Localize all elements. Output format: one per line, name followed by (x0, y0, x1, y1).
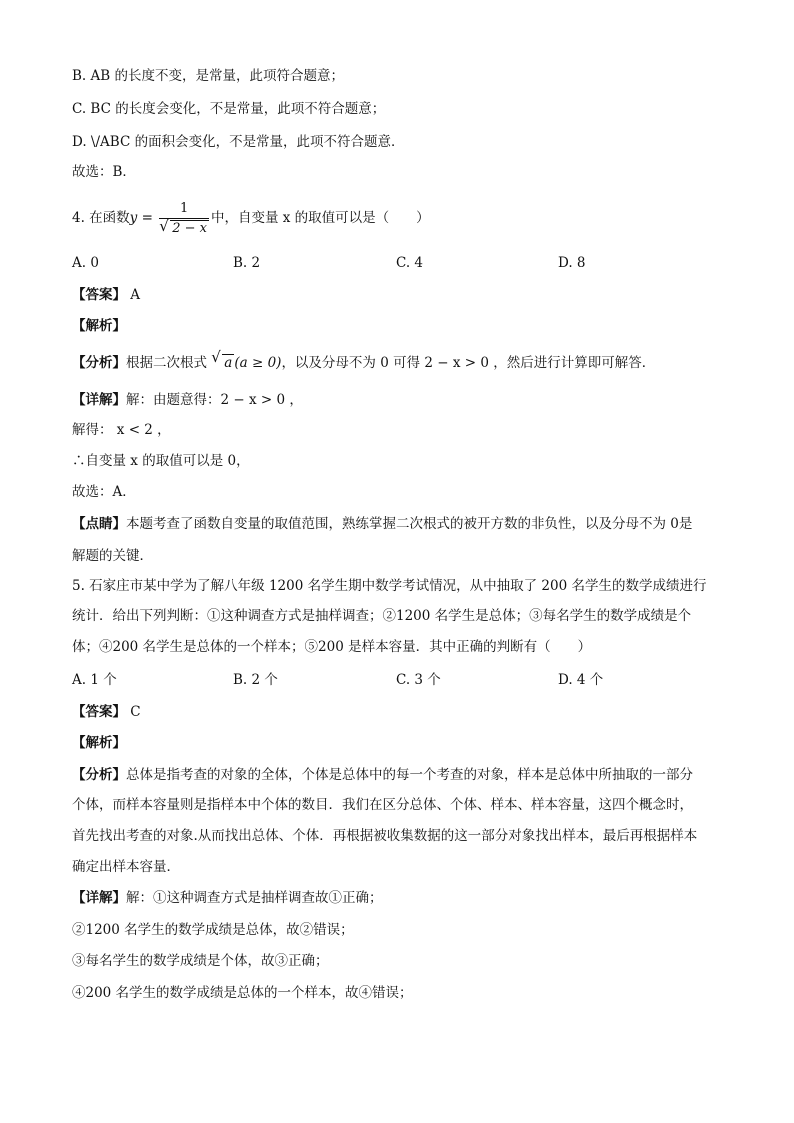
q5-xiangjie-line1: 解：①这种调查方式是抽样调查故①正确； (126, 890, 383, 906)
q5-fenxi-tag: 【分析】 (72, 767, 126, 783)
q4-xiangjie-line3: ∴自变量 x 的取值可以是 0， (72, 453, 250, 469)
q4-analysis-tag: 【解析】 (72, 318, 126, 334)
q4-stem-suffix: 中，自变量 x 的取值可以是（ ） (210, 210, 430, 226)
prev-option-d: D. \/ABC 的面积会变化，不是常量，此项不符合题意． (72, 134, 405, 150)
q5-xiangjie-line2: ②1200 名学生的数学成绩是总体，故②错误； (72, 922, 354, 938)
q5-option-b: B. 2 个 (233, 672, 278, 688)
q5-answer-value: C (130, 704, 141, 720)
prev-option-c: C. BC 的长度会变化，不是常量，此项不符合题意； (72, 101, 386, 117)
q5-answer-tag: 【答案】 (72, 704, 126, 720)
q5-stem-line1: 5. 石家庄市某中学为了解八年级 1200 名学生期中数学考试情况，从中抽取了 200 名学生的数学成绩进行 (72, 578, 707, 594)
radical-sign-icon: √ (159, 217, 169, 235)
q4-fenxi-text-2: ，以及分母不为 0 可得 2 − x > 0 ，然后进行计算即可解答． (281, 355, 656, 371)
q4-fenxi-tag: 【分析】 (72, 355, 126, 371)
q4-fenxi-sqrt (211, 348, 234, 373)
q4-xiangjie-line4: 故选：A． (72, 484, 136, 500)
q5-fenxi-line3: 首先找出考查的对象.从而找出总体、个体．再根据被收集数据的这一部分对象找出样本，最后再根据样本 (72, 828, 698, 844)
q4-fenxi-radicand: a (224, 355, 233, 371)
q4-radicand: 2 − x (172, 221, 207, 236)
q5-fenxi (72, 765, 693, 785)
q4-fenxi (72, 348, 656, 373)
q4-answer-tag: 【答案】 (72, 287, 126, 303)
q4-answer-value: A (130, 287, 141, 303)
q5-fenxi-line4: 确定出样本容量． (72, 859, 180, 875)
q5-analysis-tag: 【解析】 (72, 735, 126, 751)
q5-option-c: C. 3 个 (396, 672, 441, 688)
q5-xiangjie-line3: ③每名学生的数学成绩是个体，故③正确； (72, 953, 329, 969)
q4-xiangjie-line1: 解：由题意得：2 − x > 0 ， (126, 392, 303, 408)
q5-fenxi-line1: 总体是指考查的对象的全体，个体是总体中的每一个考查的对象，样本是总体中所抽取的一部分 (126, 767, 693, 783)
q5-option-a: A. 1 个 (72, 672, 117, 688)
prev-option-b: B. AB 的长度不变，是常量，此项符合题意； (72, 68, 344, 84)
q5-stem-line3: 体；④200 名学生是总体的一个样本；⑤200 是样本容量．其中正确的判断有（ ） (72, 639, 592, 655)
q5-xiangjie (72, 888, 383, 908)
q4-xiangjie-line2: 解得： x < 2 ， (72, 422, 171, 438)
q4-option-d: D. 8 (558, 255, 586, 271)
q5-xiangjie-line4: ④200 名学生的数学成绩是总体的一个样本，故④错误； (72, 985, 413, 1001)
q4-frac-denominator (159, 219, 209, 235)
sqrt-symbol (159, 217, 209, 236)
q5-stem-line2: 统计．给出下列判断：①这种调查方式是抽样调查；②1200 名学生是总体；③每名学生的数学成绩是个 (72, 608, 692, 624)
q4-dianjing-tag: 【点睛】 (72, 516, 126, 532)
q4-dianjing (72, 514, 692, 534)
q4-xiangjie-tag: 【详解】 (72, 392, 126, 408)
q4-xiangjie (72, 390, 303, 410)
q4-stem-prefix: 4. 在函数 (72, 210, 130, 226)
q4-fraction (159, 202, 209, 235)
radical-sign-icon: √ (211, 348, 221, 366)
q4-stem (72, 198, 430, 238)
q4-option-a: A. 0 (72, 255, 99, 271)
q5-fenxi-line2: 个体，而样本容量则是指样本中个体的数目．我们在区分总体、个体、样本、样本容量，这四个概念时， (72, 797, 693, 813)
prev-choice: 故选：B． (72, 164, 136, 180)
q4-func-y: y = (129, 210, 153, 226)
q5-option-d: D. 4 个 (558, 672, 604, 688)
q4-frac-numerator: 1 (159, 202, 209, 219)
q5-analysis-heading (72, 733, 126, 753)
q4-fenxi-condition: (a ≥ 0) (234, 355, 282, 371)
q5-answer (72, 702, 141, 722)
q4-dianjing-text-2: 解题的关键． (72, 548, 153, 564)
q4-option-b: B. 2 (233, 255, 261, 271)
q4-analysis-heading (72, 316, 126, 336)
q4-dianjing-text: 本题考查了函数自变量的取值范围，熟练掌握二次根式的被开方数的非负性，以及分母不为 0是 (126, 516, 693, 532)
q5-xiangjie-tag: 【详解】 (72, 890, 126, 906)
q4-answer (72, 285, 140, 305)
q4-option-c: C. 4 (396, 255, 424, 271)
q4-fenxi-text-1: 根据二次根式 (126, 355, 207, 371)
